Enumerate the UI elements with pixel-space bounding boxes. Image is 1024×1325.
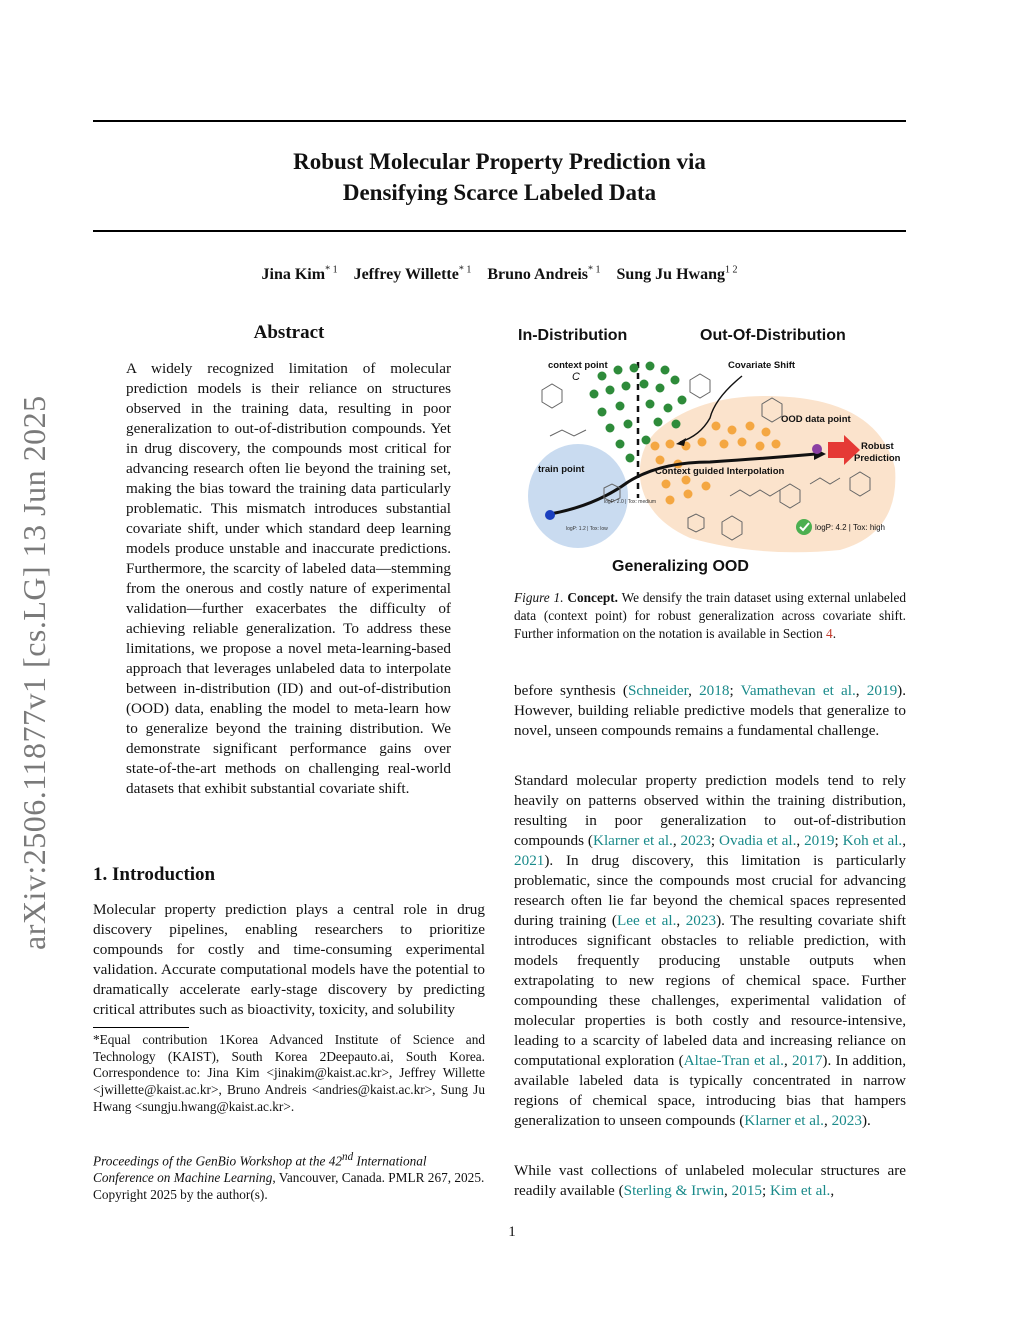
fig-covariate-shift-label: Covariate Shift	[728, 360, 796, 371]
right-paragraph-3: While vast collections of unlabeled molecular structures are readily available (Sterling & Irwin, 2015; Kim et al.,	[514, 1162, 906, 1199]
author-list	[93, 265, 906, 284]
page-number: 1	[508, 1224, 516, 1240]
right-paragraph-1: before synthesis (Schneider, 2018; Vamathevan et al., 2019). However, building reliable predictive models that generalize to novel, unseen compounds remains a fundamental challenge.	[514, 682, 907, 739]
concept-figure	[510, 318, 910, 580]
citation-link[interactable]: 2019	[804, 832, 835, 849]
fig-logp-label-1: logP: 2.0 | Tox: medium	[604, 499, 657, 505]
proceedings-note: Proceedings of the GenBio Workshop at the 42nd International Conference on Machine Learning, Vancouver, Canada. PMLR 267, 2025. Copyright 2025 by the author(s).	[93, 1151, 485, 1202]
fig-context-point-label: context point	[548, 360, 608, 371]
title-bottom-rule	[93, 230, 906, 232]
top-rule	[93, 120, 906, 122]
author: Jina Kim$^{* 1}$	[261, 265, 338, 284]
check-icon	[796, 519, 812, 535]
fig-context-symbol: C	[572, 371, 580, 383]
author: Bruno Andreis$^{* 1}$	[487, 265, 601, 284]
section-link[interactable]: 4	[826, 626, 833, 641]
right-paragraph-2: Standard molecular property prediction models tend to rely heavily on patterns observed within the training distribution, resulting in poor generalization to out-of-distribution compounds (Klarner et al., 2023; Ovadia et al., 2019; Koh et al., 2021). In drug discovery, this limitation is particularly problematic, since the compounds most crucial for advancing research often lie far beyond the chemical spaces represented during training (Lee et al., 2023). The resulting covariate shift introduces significant obstacles to reliable prediction, with models frequently producing unstable outputs when extrapolating to new regions of chemical space. Further compounding these challenges, experimental validation of molecular properties is both costly and resource-intensive, leading to a scarcity of labeled data and increasing reliance on computational exploration (Altae-Tran et al., 2017). In addition, available labeled data is typically concentrated in narrow regions of chemical space, introducing bias that hampers generalization to unseen compounds (Klarner et al., 2023).	[514, 772, 907, 1129]
fig-in-distribution-label: In-Distribution	[518, 327, 628, 344]
intro-paragraph: Molecular property prediction plays a central role in drug discovery pipelines, enabling researchers to prioritize compounds for costly and time-consuming experimental validation. Accurate computational models have the potential to dramatically accelerate early-stage discovery by predicting critical attributes such as bioactivity, toxicity, and solubility	[93, 901, 485, 1018]
citation-link[interactable]: Sterling & Irwin	[623, 1182, 725, 1199]
fig-train-point-label: train point	[538, 464, 585, 475]
citation-link[interactable]: 2023	[831, 1112, 862, 1129]
citation-link[interactable]: Klarner et al.	[592, 832, 673, 849]
id-region	[528, 444, 628, 548]
arxiv-side-label[interactable]: arXiv:2506.11877v1 [cs.LG] 13 Jun 2025	[16, 395, 52, 950]
fig-context-interp-label: Context guided Interpolation	[655, 466, 785, 477]
footnote: *Equal contribution 1Korea Advanced Institute of Science and Technology (KAIST), South Korea 2Deepauto.ai, South Korea. Correspondence to: Jina Kim <jinakim@kaist.ac.kr>, Jeffrey Willette <jwillette@kaist.ac.kr>, Bruno Andreis <andries@kaist.ac.kr>, Sung Ju Hwang <sungju.hwang@kaist.ac.kr>.	[93, 1032, 485, 1114]
fig-generalizing-label: Generalizing OOD	[612, 558, 749, 575]
introduction-heading: 1. Introduction	[93, 864, 216, 885]
citation-link[interactable]: Schneider	[627, 682, 689, 699]
fig-robust-label-2: Prediction	[854, 453, 901, 464]
citation-link[interactable]: Ovadia et al.	[719, 832, 797, 849]
fig-final-logp-label: logP: 4.2 | Tox: high	[815, 523, 885, 532]
citation-link[interactable]: 2017	[792, 1052, 823, 1069]
citation-link[interactable]: 2023	[685, 912, 717, 929]
citation-link[interactable]: Klarner et al.	[744, 1112, 824, 1129]
citation-link[interactable]: Koh et al.	[842, 832, 903, 849]
fig-out-distribution-label: Out-Of-Distribution	[700, 327, 846, 344]
citation-link[interactable]: 2023	[680, 832, 711, 849]
citation-link[interactable]: Kim et al.	[770, 1182, 831, 1199]
fig-ood-point-label: OOD data point	[781, 414, 851, 425]
citation-link[interactable]: 2015	[731, 1182, 763, 1199]
author: Sung Ju Hwang$^{1 2}$	[616, 265, 738, 284]
footnote-rule	[93, 1027, 189, 1028]
figure-caption: Figure 1. Concept. We densify the train dataset using external unlabeled data (context point) for robust generalization across covariate shift. Further information on the notation is available in Section 4.	[514, 590, 906, 641]
author: Jeffrey Willette$^{* 1}$	[353, 265, 472, 284]
fig-robust-label-1: Robust	[861, 441, 894, 452]
fig-logp-label-2: logP: 1.2 | Tox: low	[566, 526, 608, 532]
citation-link[interactable]: 2019	[866, 682, 898, 699]
abstract-heading: Abstract	[253, 322, 325, 343]
abstract-body: A widely recognized limitation of molecular prediction models is their reliance on structures observed in the training data, resulting in poor generalization to out-of-distribution compounds. Yet in drug discovery, the compounds most critical for advancing research often lie beyond the training set, making the bias toward the training data particularly problematic. This mismatch introduces substantial covariate shift, under which standard deep learning models produce unstable and inaccurate predictions. Furthermore, the scarcity of labeled data—stemming from the onerous and costly nature of experimental validation—further exacerbates the difficulty of achieving reliable generalization. To address these limitations, we propose a novel meta-learning-based approach that leverages unlabeled data to interpolate between in-distribution (ID) and out-of-distribution (OOD) data, enabling the model to meta-learn how to generalize beyond the training distribution. We demonstrate significant performance gains over state-of-the-art methods on challenging real-world datasets that exhibit substantial covariate shift.	[126, 360, 451, 797]
citation-link[interactable]: 2021	[514, 852, 545, 869]
paper-title: Robust Molecular Property Prediction via Densifying Scarce Labeled Data	[293, 149, 706, 205]
citation-link[interactable]: Lee et al.	[616, 912, 677, 929]
citation-link[interactable]: Altae-Tran et al.	[683, 1052, 784, 1069]
citation-link[interactable]: 2018	[699, 682, 730, 699]
ood-point	[812, 444, 822, 454]
citation-link[interactable]: Vamathevan et al.	[740, 682, 856, 699]
train-point	[545, 510, 555, 520]
